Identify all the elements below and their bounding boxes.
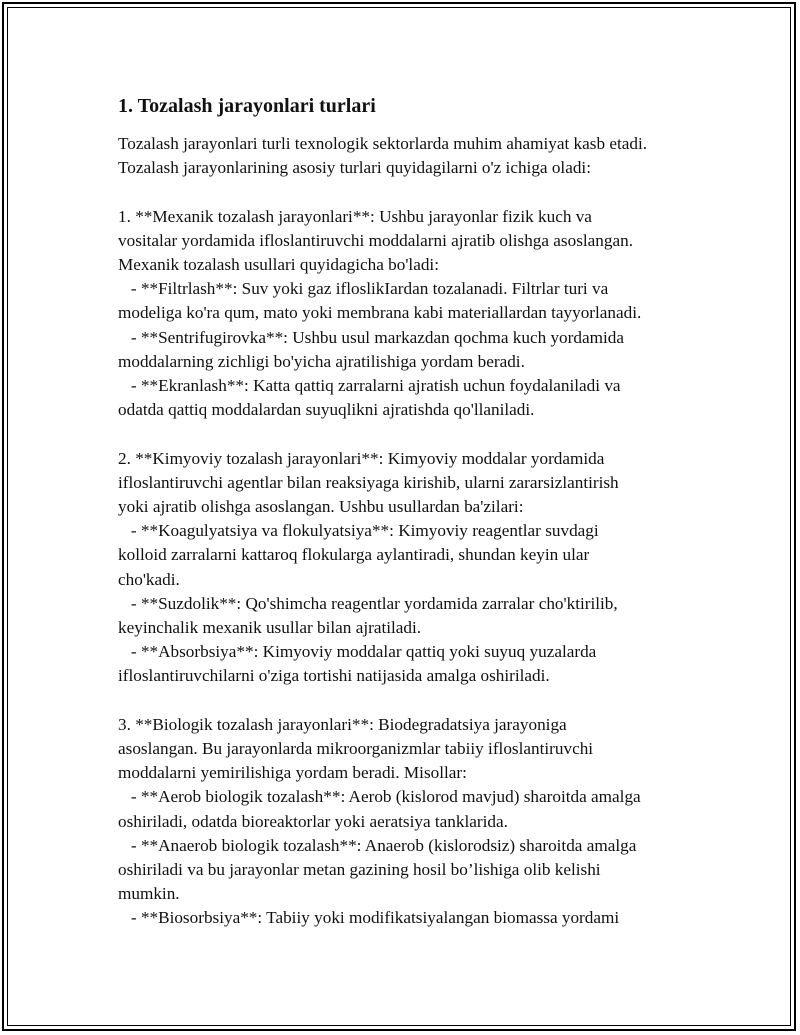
paragraph-spacer <box>118 689 698 713</box>
text-line: Tozalash jarayonlarining asosiy turlari quyidagilarni o'z ichiga oladi: <box>118 158 591 178</box>
text-line: cho'kadi. <box>118 569 180 589</box>
text-line: - **Biosorbsiya**: Tabiiy yoki modifikatsiyalangan biomassa yordami <box>118 908 620 928</box>
text-line: - **Anaerob biologik tozalash**: Anaerob (kislorodsiz) sharoitda amalga <box>118 835 637 855</box>
text-line: 2. **Kimyoviy tozalash jarayonlari**: Kimyoviy moddalar yordamida <box>118 448 605 468</box>
paragraph-spacer <box>118 422 698 446</box>
text-line: moddalarning zichligi bo'yicha ajratilishiga yordam beradi. <box>118 351 525 371</box>
text-line: 3. **Biologik tozalash jarayonlari**: Biodegradatsiya jarayoniga <box>118 714 567 734</box>
text-line: Tozalash jarayonlari turli texnologik sektorlarda muhim ahamiyat kasb etadi. <box>118 134 648 153</box>
text-line: vositalar yordamida ifloslantiruvchi moddalarni ajratib olishga asoslangan. <box>118 230 634 250</box>
text-line: moddalarni yemirilishiga yordam beradi. Misollar: <box>118 763 467 783</box>
text-line: keyinchalik mexanik usullar bilan ajratiladi. <box>118 618 422 638</box>
text-line: odatda qattiq moddalardan suyuqlikni ajratishda qo'llaniladi. <box>118 400 535 420</box>
section-heading: 1. Tozalash jarayonlari turlari <box>118 95 376 117</box>
text-line: - **Filtrlash**: Suv yoki gaz ifloslikIardan tozalanadi. Filtrlar turi va <box>118 279 609 299</box>
text-line: oshiriladi va bu jarayonlar metan gazining hosil bo’lishiga olib kelishi <box>118 860 601 880</box>
text-line: kolloid zarralarni kattaroq flokularga aylantiradi, shundan keyin ular <box>118 545 590 565</box>
text-line: - **Suzdolik**: Qo'shimcha reagentlar yordamida zarralar cho'ktirilib, <box>118 593 618 613</box>
text-line: 1. **Mexanik tozalash jarayonlari**: Ushbu jarayonlar fizik kuch va <box>118 206 592 226</box>
text-line: - **Aerob biologik tozalash**: Aerob (kislorod mavjud) sharoitda amalga <box>118 787 641 807</box>
text-line: - **Ekranlash**: Katta qattiq zarralarni ajratish uchun foydalaniladi va <box>118 376 621 396</box>
text-line: yoki ajratib olishga asoslangan. Ushbu usullardan ba'zilari: <box>118 497 524 517</box>
text-line: Mexanik tozalash usullari quyidagicha bo'ladi: <box>118 255 439 274</box>
text-line: modeliga ko'ra qum, mato yoki membrana kabi materiallardan tayyorlanadi. <box>118 303 642 323</box>
text-line: - **Koagulyatsiya va flokulyatsiya**: Kimyoviy reagentlar suvdagi <box>118 521 599 541</box>
text-line: ifloslantiruvchi agentlar bilan reaksiyaga kirishib, ularni zararsizlantirish <box>118 472 619 492</box>
text-line: oshiriladi, odatda bioreaktorlar yoki aeratsiya tanklarida. <box>118 811 508 831</box>
paragraph-spacer <box>118 180 698 204</box>
text-line: asoslangan. Bu jarayonlarda mikroorganizmlar tabiiy ifloslantiruvchi <box>118 739 594 759</box>
text-line: ifloslantiruvchilarni o'ziga tortishi natijasida amalga oshiriladi. <box>118 666 550 686</box>
text-line: - **Absorbsiya**: Kimyoviy moddalar qattiq yoki suyuq yuzalarda <box>118 642 597 662</box>
document-body <box>118 92 698 931</box>
text-line: - **Sentrifugirovka**: Ushbu usul markazdan qochma kuch yordamida <box>118 327 624 347</box>
text-line: mumkin. <box>118 884 180 904</box>
document-text <box>118 132 698 931</box>
